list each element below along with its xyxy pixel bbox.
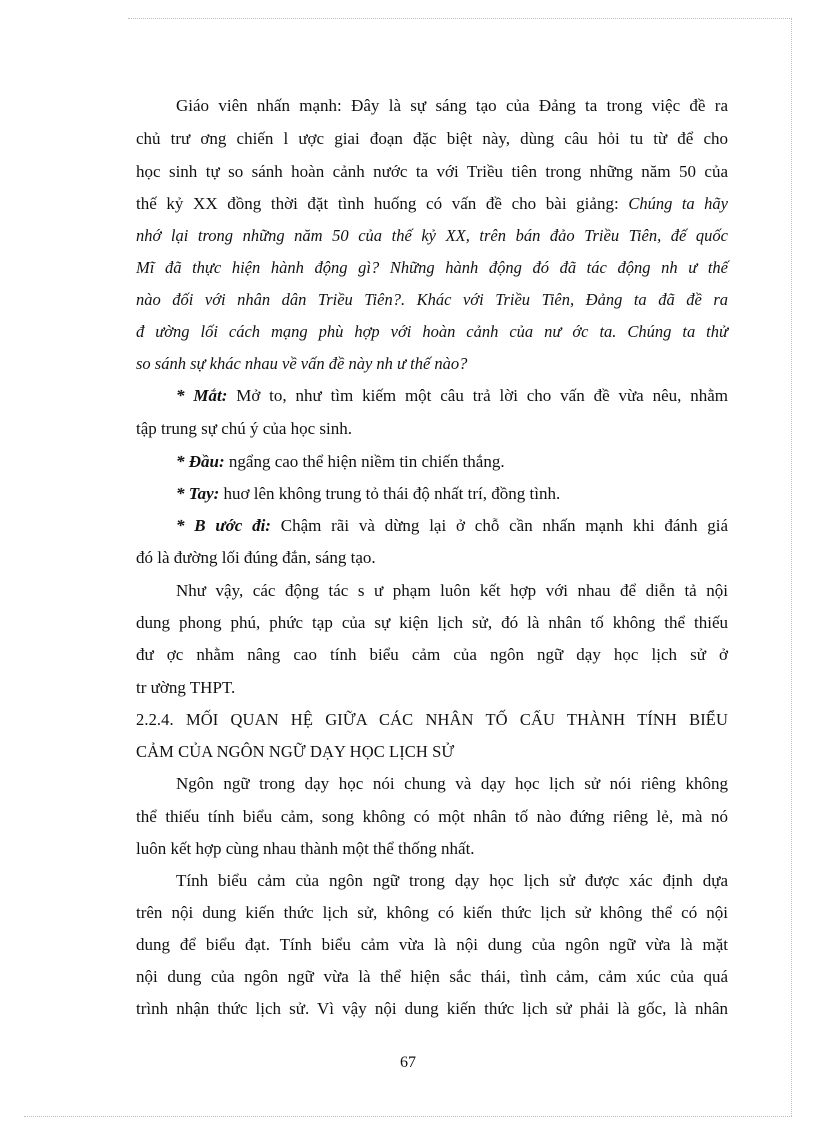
italic-line: so sánh sự khác nhau về vấn đề này nh ư thế nào? bbox=[136, 354, 468, 373]
bold-label: * Đầu: bbox=[176, 452, 225, 471]
text-line bbox=[176, 513, 728, 539]
text-line: tập trung sự chú ý của học sinh. bbox=[136, 419, 353, 438]
text-run: Mở to, như tìm kiếm một câu trả lời cho vấn đề vừa nêu, nhằm bbox=[236, 386, 728, 405]
italic-line: nhớ lại trong những năm 50 của thế kỷ XX, trên bán đảo Triều Tiên, đế quốc bbox=[136, 226, 728, 245]
text-line bbox=[136, 191, 728, 217]
italic-line: nào đối với nhân dân Triều Tiên?. Khác với Triều Tiên, Đảng ta đã đề ra bbox=[136, 290, 728, 309]
text-line: thể thiếu tính biểu cảm, song không có một nhân tố nào đứng riêng lẻ, mà nó bbox=[136, 807, 728, 826]
bold-label: * B ước đi: bbox=[176, 516, 271, 535]
text-line: chủ trư ơng chiến l ược giai đoạn đặc biệt này, dùng câu hỏi tu từ để cho bbox=[136, 129, 728, 148]
section-heading: 2.2.4. MỐI QUAN HỆ GIỮA CÁC NHÂN TỐ CẤU THÀNH TÍNH BIỂU bbox=[136, 710, 728, 729]
text-line: trên nội dung kiến thức lịch sử, không có kiến thức lịch sử không thể có nội bbox=[136, 903, 728, 922]
text-line bbox=[176, 449, 728, 475]
text-line: Như vậy, các động tác s ư phạm luôn kết hợp với nhau để diễn tả nội bbox=[176, 581, 728, 600]
page-border-bottom bbox=[24, 1116, 792, 1117]
text-line: luôn kết hợp cùng nhau thành một thể thống nhất. bbox=[136, 839, 475, 858]
page-border-top bbox=[128, 18, 792, 19]
text-run: huơ lên không trung tỏ thái độ nhất trí, đồng tình. bbox=[223, 484, 561, 503]
text-run: thế kỷ XX đồng thời đặt tình huống có vấn đề cho bài giảng: bbox=[136, 194, 619, 213]
text-line: đó là đường lối đúng đắn, sáng tạo. bbox=[136, 548, 376, 567]
section-heading: CẢM CỦA NGÔN NGỮ DẠY HỌC LỊCH SỬ bbox=[136, 742, 455, 761]
text-line bbox=[176, 481, 728, 507]
text-run: Chậm rãi và dừng lại ở chỗ cần nhấn mạnh khi đánh giá bbox=[280, 516, 729, 535]
text-line: đư ợc nhằm nâng cao tính biểu cảm của ngôn ngữ dạy học lịch sử ở bbox=[136, 645, 728, 664]
bold-label: * Tay: bbox=[176, 484, 220, 503]
italic-line: đ ường lối cách mạng phù hợp với hoàn cảnh của nư ớc ta. Chúng ta thử bbox=[136, 322, 728, 341]
text-run: ngẩng cao thể hiện niềm tin chiến thắng. bbox=[228, 452, 505, 471]
text-line: Tính biểu cảm của ngôn ngữ trong dạy học lịch sử được xác định dựa bbox=[176, 871, 728, 890]
italic-run: Chúng ta hãy bbox=[628, 194, 728, 213]
page-number: 67 bbox=[400, 1054, 416, 1071]
text-line: học sinh tự so sánh hoàn cảnh nước ta với Triều tiên trong những năm 50 của bbox=[136, 162, 728, 181]
bold-label: * Mắt: bbox=[176, 386, 228, 405]
page-border-right bbox=[791, 18, 792, 1116]
text-line: dung để biểu đạt. Tính biểu cảm vừa là nội dung của ngôn ngữ vừa là mặt bbox=[136, 935, 728, 954]
text-line bbox=[176, 383, 728, 409]
text-line: Ngôn ngữ trong dạy học nói chung và dạy học lịch sử nói riêng không bbox=[176, 774, 728, 793]
text-line: tr ường THPT. bbox=[136, 678, 236, 697]
text-line: trình nhận thức lịch sử. Vì vậy nội dung kiến thức lịch sử phải là gốc, là nhân bbox=[136, 999, 728, 1018]
text-line: dung phong phú, phức tạp của sự kiện lịch sử, đó là nhân tố không thể thiếu bbox=[136, 613, 728, 632]
text-line: nội dung của ngôn ngữ vừa là thể hiện sắc thái, tình cảm, cảm xúc của quá bbox=[136, 967, 728, 986]
italic-line: Mĩ đã thực hiện hành động gì? Những hành động đó đã tác động nh ư thế bbox=[136, 258, 728, 277]
text-line: Giáo viên nhấn mạnh: Đây là sự sáng tạo của Đảng ta trong việc đề ra bbox=[176, 96, 728, 115]
